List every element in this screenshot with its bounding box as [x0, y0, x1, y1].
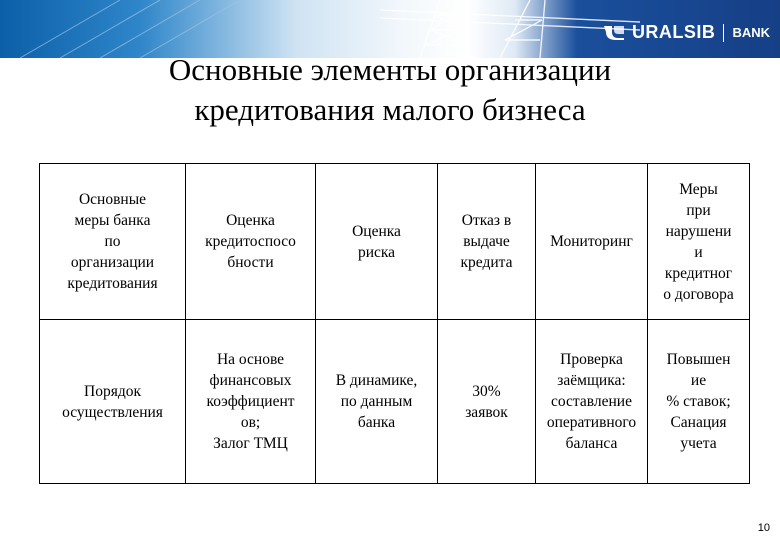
cell-text-line: оперативного: [546, 414, 637, 431]
table-row: [40, 164, 750, 320]
cell-text-line: о договора: [663, 285, 734, 303]
cell-text-line: финансовых: [209, 372, 292, 389]
table-cell: [40, 164, 186, 320]
cell-text-line: баланса: [565, 435, 618, 452]
cell-text-line: Основные: [78, 191, 147, 208]
cell-text-line: кредитоспосо: [205, 233, 296, 250]
table-cell: [536, 320, 648, 484]
cell-text-line: Проверка: [560, 351, 623, 368]
table-row: [40, 320, 750, 484]
bank-logo: [602, 22, 770, 43]
cell-text-line: выдаче: [463, 233, 510, 250]
cell-text-line: меры банка: [74, 212, 151, 229]
cell-text-line: коэффициент: [206, 393, 295, 410]
title-line-2: кредитования малого бизнеса: [194, 92, 586, 127]
elements-table: [39, 163, 750, 484]
cell-text-line: ие: [690, 372, 707, 389]
cell-text-line: Отказ в: [461, 212, 512, 229]
cell-text-line: Залог ТМЦ: [213, 435, 288, 452]
cell-text-line: Мониторинг: [550, 233, 633, 250]
cell-text-line: % ставок;: [666, 393, 731, 410]
uralsib-logo-icon: [602, 24, 626, 42]
cell-text-line: и: [694, 243, 703, 261]
cell-text-line: риска: [357, 243, 396, 261]
table-cell: [186, 164, 316, 320]
cell-text-line: 30%: [472, 382, 501, 400]
cell-text-line: бности: [227, 254, 274, 271]
cell-text-line: учета: [680, 435, 717, 452]
table-cell: [648, 164, 750, 320]
logo-divider: [723, 24, 724, 42]
brand-name: URALSIB: [631, 22, 716, 42]
cell-text-line: по данным: [340, 393, 413, 410]
cell-text-line: Оценка: [226, 212, 275, 229]
cell-text-line: по: [104, 233, 121, 250]
cell-text-line: заёмщика:: [557, 372, 626, 389]
page-number: 10: [757, 522, 770, 534]
title-line-1: Основные элементы организации: [168, 52, 612, 87]
cell-text-line: кредитног: [664, 264, 733, 282]
table-cell: [648, 320, 750, 484]
cell-text-line: осуществления: [62, 403, 163, 421]
table-cell: [438, 320, 536, 484]
cell-text-line: кредита: [460, 254, 513, 271]
brand-suffix: BANK: [732, 25, 770, 40]
cell-text-line: составление: [551, 393, 632, 410]
cell-text-line: Оценка: [352, 222, 401, 240]
cell-text-line: организации: [70, 254, 155, 271]
cell-text-line: Порядок: [84, 382, 141, 400]
table-cell: [186, 320, 316, 484]
cell-text-line: Повышен: [666, 351, 731, 368]
cell-text-line: В динамике,: [335, 372, 418, 389]
cell-text-line: кредитования: [67, 275, 158, 292]
cell-text-line: заявок: [465, 403, 508, 421]
cell-text-line: банка: [357, 414, 396, 431]
slide-title: [0, 50, 780, 130]
cell-text-line: Меры: [679, 180, 718, 198]
table-cell: [316, 164, 438, 320]
table-cell: [438, 164, 536, 320]
table-cell: [40, 320, 186, 484]
table-cell: [536, 164, 648, 320]
cell-text-line: На основе: [216, 351, 285, 368]
cell-text-line: при: [686, 201, 711, 219]
cell-text-line: ов;: [240, 414, 261, 431]
table-cell: [316, 320, 438, 484]
cell-text-line: нарушени: [665, 222, 732, 240]
cell-text-line: Санация: [670, 414, 727, 431]
